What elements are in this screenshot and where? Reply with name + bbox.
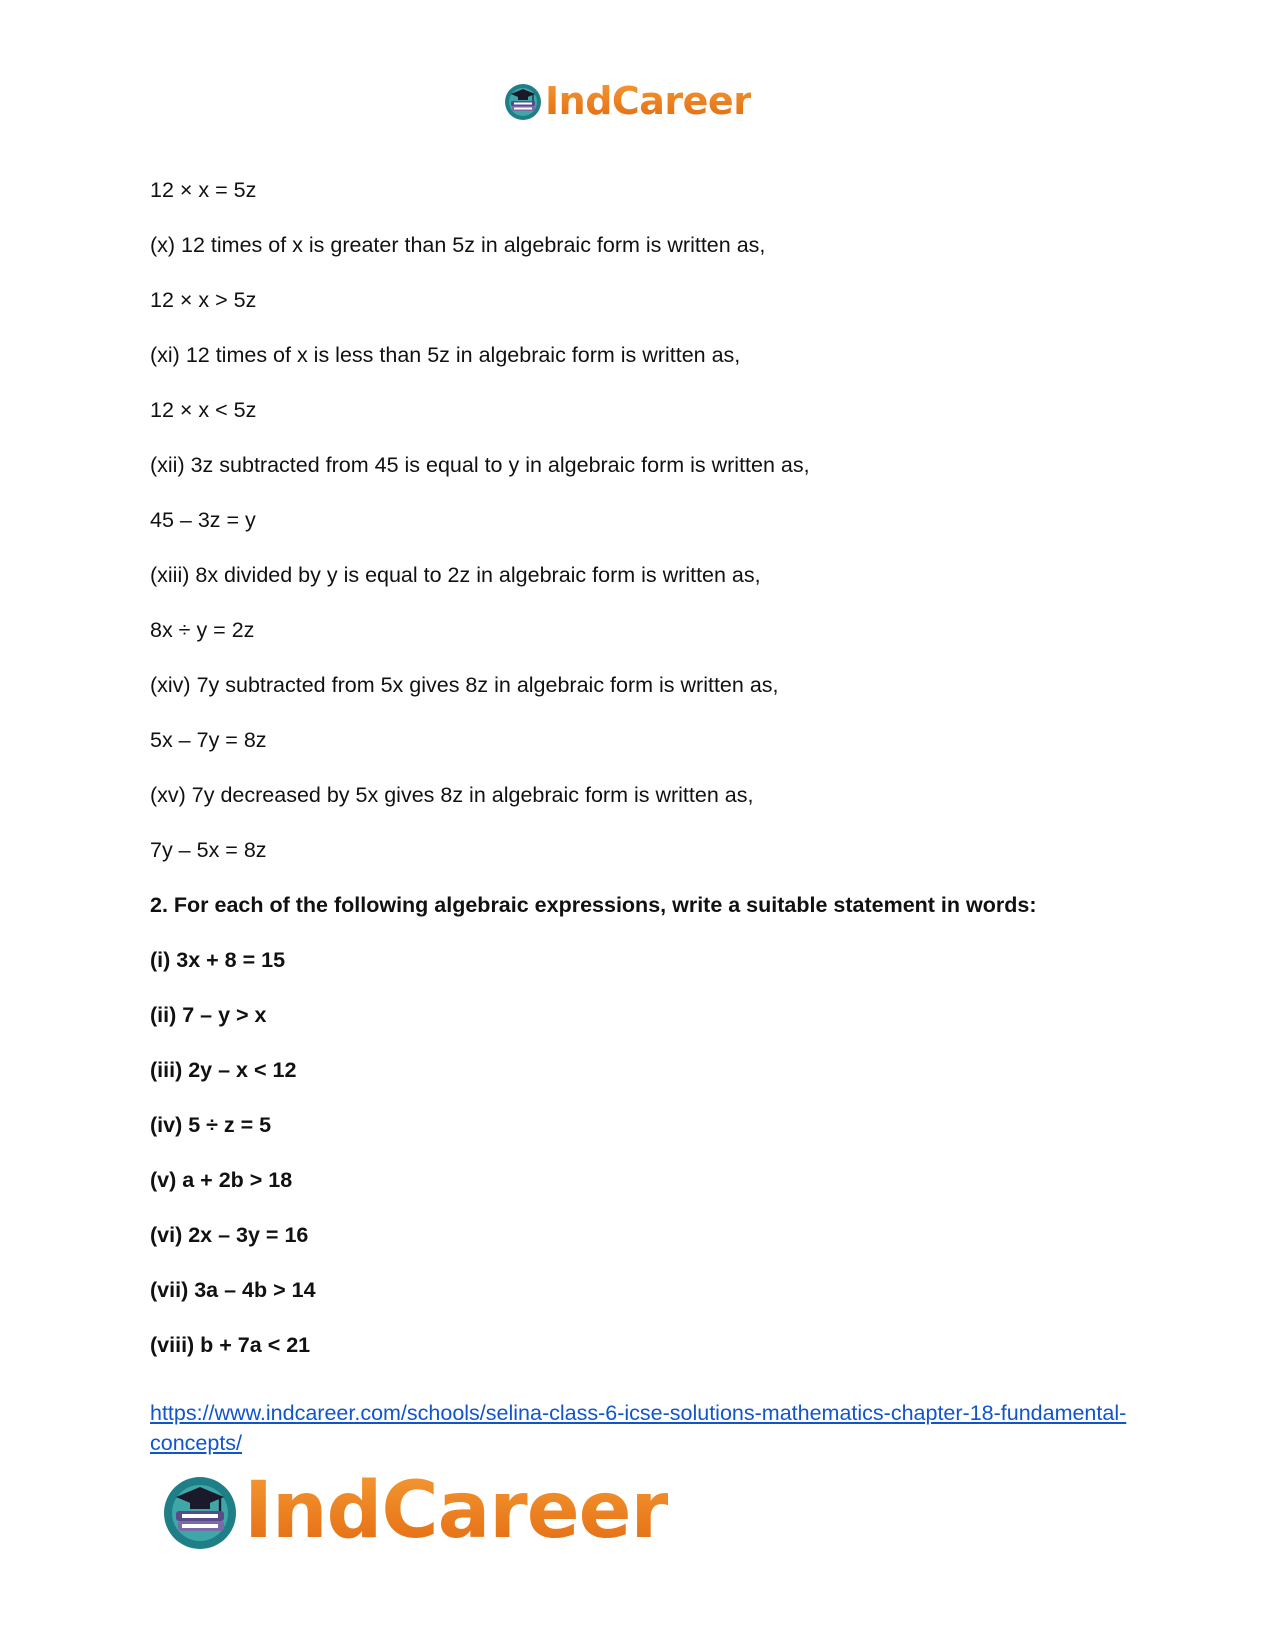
question-line: 2. For each of the following algebraic expressions, write a suitable statement in words: <box>150 893 1037 917</box>
question-line: (vii) 3a – 4b > 14 <box>150 1278 316 1302</box>
answer-line: (xiii) 8x divided by y is equal to 2z in algebraic form is written as, <box>150 563 761 587</box>
question-line: (viii) b + 7a < 21 <box>150 1333 311 1357</box>
answer-line: 7y – 5x = 8z <box>150 838 267 862</box>
question-line: (i) 3x + 8 = 15 <box>150 948 286 972</box>
answer-line: (xiv) 7y subtracted from 5x gives 8z in algebraic form is written as, <box>150 673 779 697</box>
footer-logo-text: IndCareer <box>244 1466 668 1556</box>
question-line: (ii) 7 – y > x <box>150 1003 267 1027</box>
answer-line: (x) 12 times of x is greater than 5z in algebraic form is written as, <box>150 233 766 257</box>
answer-line: (xi) 12 times of x is less than 5z in algebraic form is written as, <box>150 343 741 367</box>
question-line: (vi) 2x – 3y = 16 <box>150 1223 309 1247</box>
answer-line: 12 × x = 5z <box>150 178 257 202</box>
footer-logo <box>160 1466 668 1556</box>
header-logo-text: IndCareer <box>545 79 752 123</box>
graduation-cap-books-icon <box>503 81 543 121</box>
answer-line: 45 – 3z = y <box>150 508 256 532</box>
answer-line: 12 × x > 5z <box>150 288 257 312</box>
source-link[interactable]: https://www.indcareer.com/schools/selina-class-6-icse-solutions-mathematics-chapter-18-fundamental-concepts/ <box>150 1401 1127 1455</box>
document-body <box>150 177 1130 1387</box>
header-logo <box>503 78 751 124</box>
question-line: (v) a + 2b > 18 <box>150 1168 293 1192</box>
question-line: (iii) 2y – x < 12 <box>150 1058 297 1082</box>
answer-line: 12 × x < 5z <box>150 398 257 422</box>
answer-line: (xv) 7y decreased by 5x gives 8z in algebraic form is written as, <box>150 783 754 807</box>
graduation-cap-books-icon <box>160 1471 240 1551</box>
answer-line: (xii) 3z subtracted from 45 is equal to y in algebraic form is written as, <box>150 453 810 477</box>
question-line: (iv) 5 ÷ z = 5 <box>150 1113 272 1137</box>
answer-line: 5x – 7y = 8z <box>150 728 267 752</box>
answer-line: 8x ÷ y = 2z <box>150 618 255 642</box>
